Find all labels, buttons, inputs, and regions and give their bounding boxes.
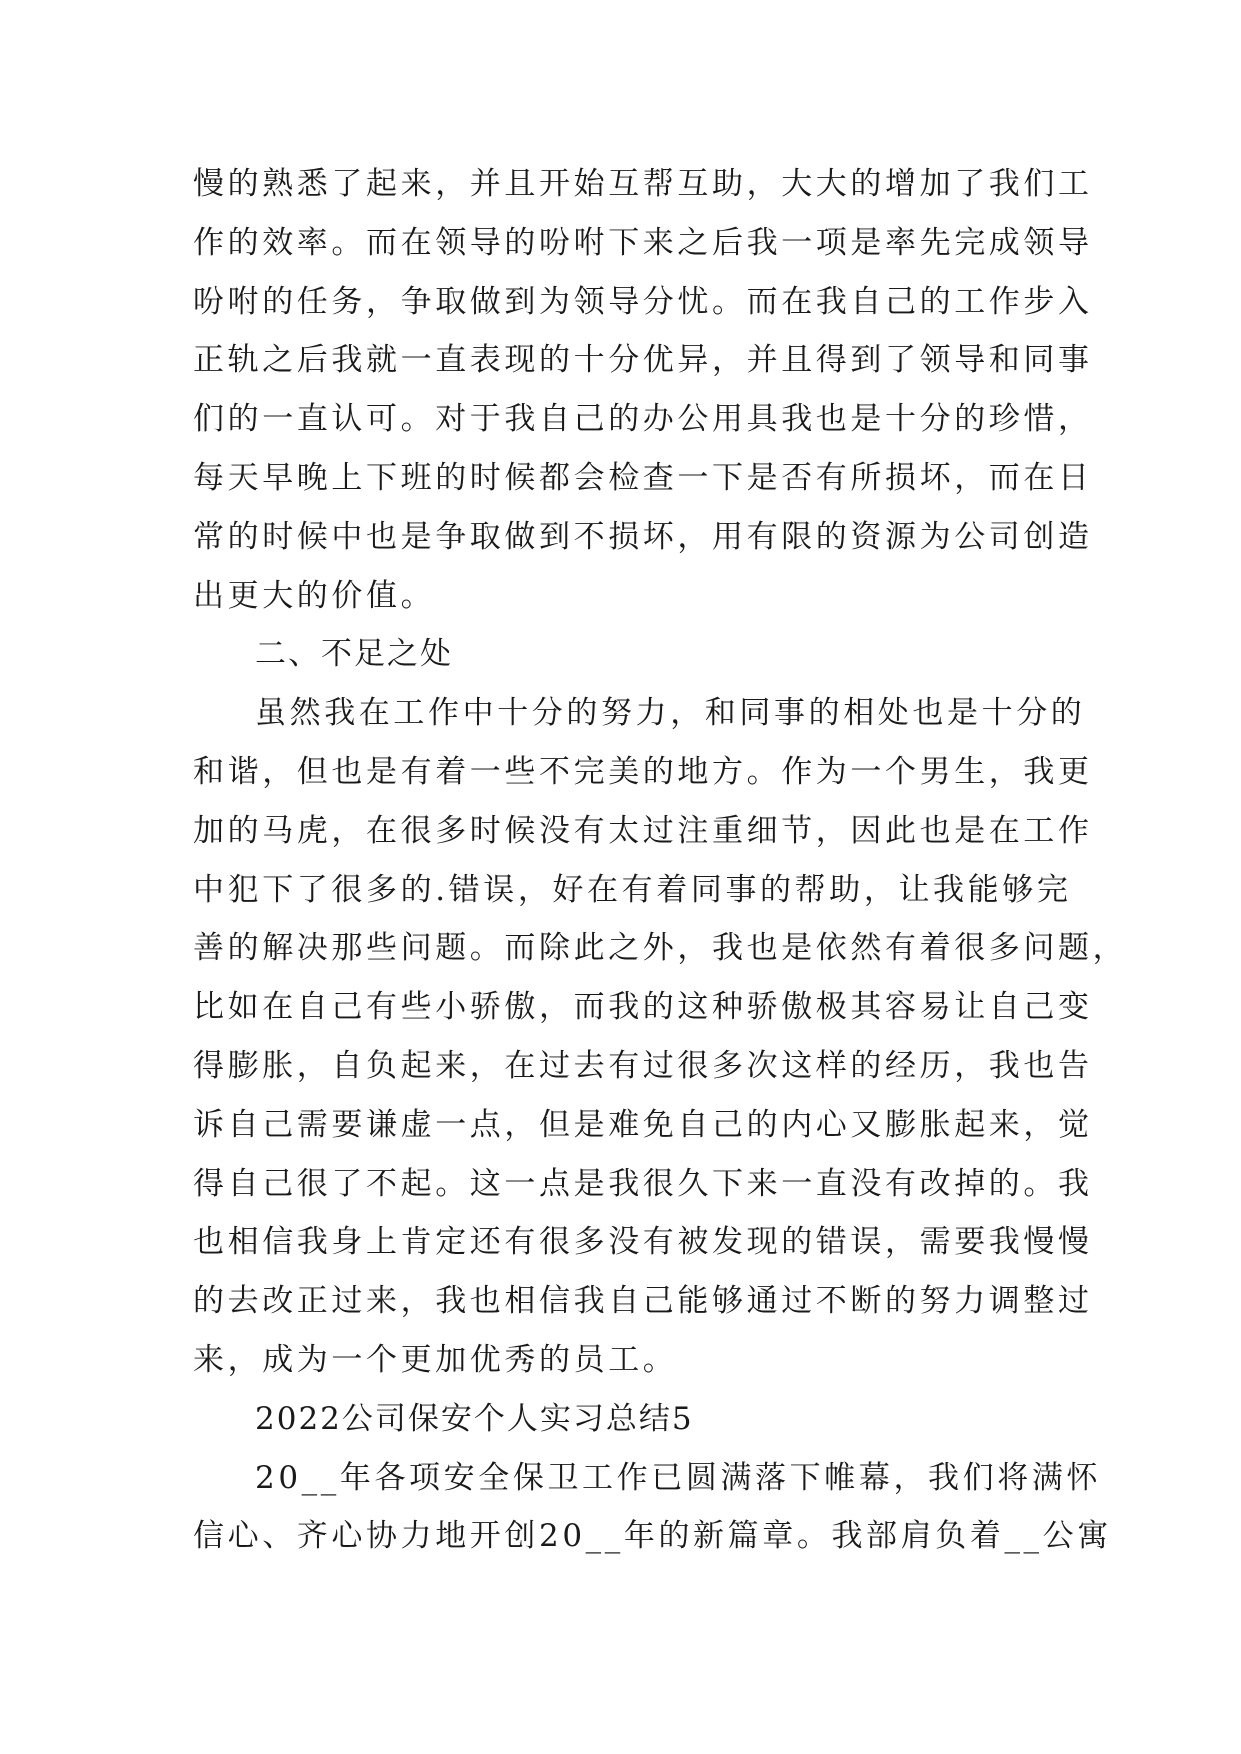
text-line: 们的一直认可。对于我自己的办公用具我也是十分的珍惜， (193, 401, 1093, 438)
text-line: 比如在自己有些小骄傲，而我的这种骄傲极其容易让自己变 (193, 989, 1093, 1026)
text-line: 信心、齐心协力地开创20__年的新篇章。我部肩负着__公寓 (193, 1518, 1112, 1555)
paragraph-start-line: 虽然我在工作中十分的努力，和同事的相处也是十分的 (255, 695, 1086, 732)
section-heading: 二、不足之处 (255, 636, 453, 673)
text-line: 加的马虎，在很多时候没有太过注重细节，因此也是在工作 (193, 812, 1093, 849)
document-body (193, 155, 1128, 1566)
text-line: 出更大的价值。 (193, 577, 436, 614)
text-line: 慢的熟悉了起来，并且开始互帮互助，大大的增加了我们工 (193, 166, 1093, 202)
text-line: 常的时候中也是争取做到不损坏，用有限的资源为公司创造 (193, 518, 1093, 555)
text-line: 也相信我身上肯定还有很多没有被发现的错误，需要我慢慢 (193, 1224, 1093, 1261)
text-line: 中犯下了很多的.错误，好在有着同事的帮助，让我能够完 (193, 871, 1072, 908)
text-line: 善的解决那些问题。而除此之外，我也是依然有着很多问题， (193, 930, 1128, 967)
text-line: 吩咐的任务，争取做到为领导分忧。而在我自己的工作步入 (193, 283, 1093, 320)
paragraph-start-line: 20__年各项安全保卫工作已圆满落下帷幕，我们将满怀 (255, 1459, 1102, 1496)
text-line: 每天早晚上下班的时候都会检查一下是否有所损坏，而在日 (193, 459, 1093, 496)
text-line: 的去改正过来，我也相信我自己能够通过不断的努力调整过 (193, 1283, 1093, 1320)
text-line: 正轨之后我就一直表现的十分优异，并且得到了领导和同事 (193, 342, 1093, 379)
text-line: 得自己很了不起。这一点是我很久下来一直没有改掉的。我 (193, 1165, 1093, 1202)
text-line: 和谐，但也是有着一些不完美的地方。作为一个男生，我更 (193, 753, 1093, 790)
section-title: 2022公司保安个人实习总结5 (255, 1400, 694, 1437)
text-line: 得膨胀，自负起来，在过去有过很多次这样的经历，我也告 (193, 1047, 1093, 1084)
text-line: 来，成为一个更加优秀的员工。 (193, 1341, 678, 1378)
text-line: 作的效率。而在领导的吩咐下来之后我一项是率先完成领导 (193, 224, 1093, 261)
text-line: 诉自己需要谦虚一点，但是难免自己的内心又膨胀起来，觉 (193, 1106, 1093, 1143)
